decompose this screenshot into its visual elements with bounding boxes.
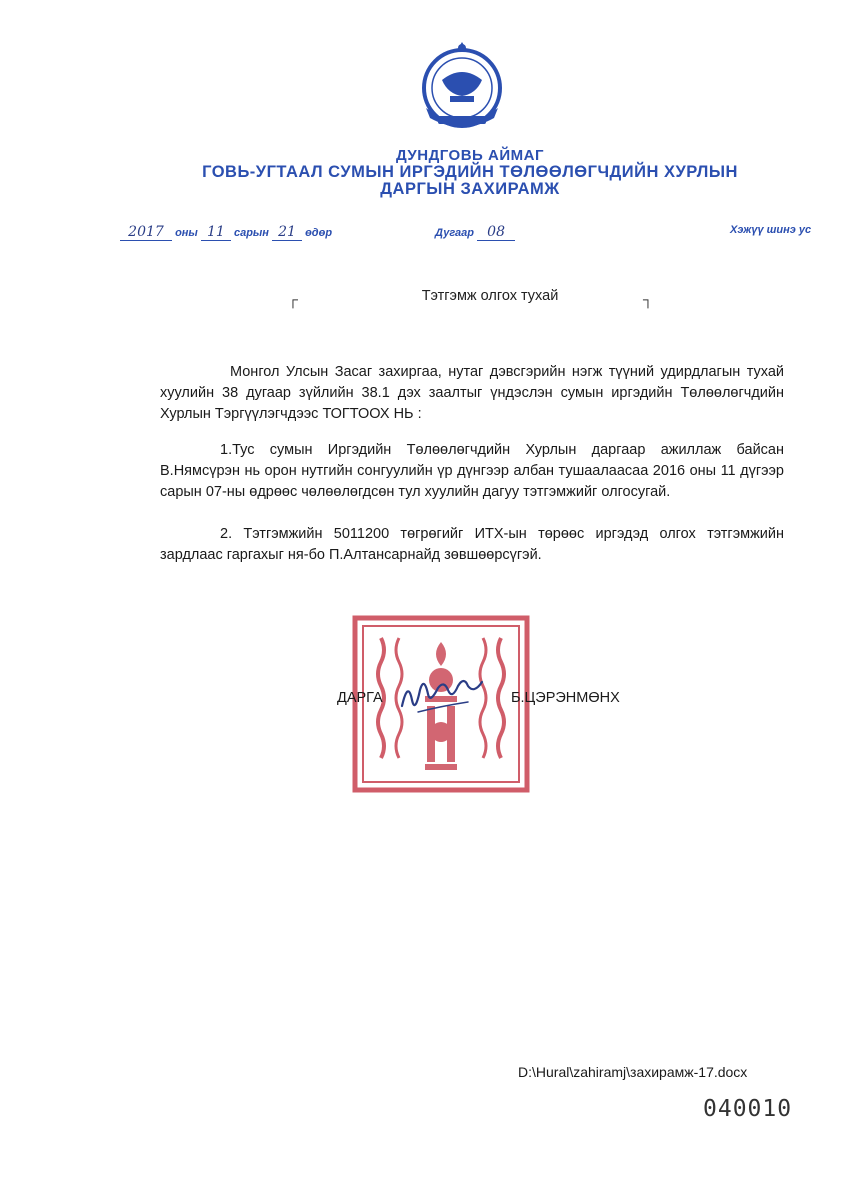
subject-title: Тэтгэмж олгох тухай — [421, 288, 559, 304]
order-number: 08 — [477, 224, 515, 241]
body-paragraph-2: 1.Тус сумын Иргэдийн Төлөөлөгчдийн Хурлын даргаар ажиллаж байсан В.Нямсүрэн нь орон нутгийн сонгуулийн үр дүнгээр албан тушаалаасаа 2016 оны 11 дүгээр сарын 07-ны өдрөөс чөлөөлөгдсөн тул хуулийн дагуу тэтгэмжийг олгосугай. — [160, 442, 784, 500]
date-day: 21 — [272, 224, 302, 241]
body-paragraph-3: 2. Тэтгэмжийн 5011200 төгрөгийг ИТХ-ын төрөөс иргэдэд олгох тэтгэмжийн зардлаас гаргахыг ня-бо П.Алтансарнайд зөвшөөрсүгэй. — [160, 526, 784, 563]
subject-bracket-left: ┌ — [288, 291, 298, 307]
file-path: D:\Hural\zahiramj\захирамж-17.docx — [518, 1064, 748, 1080]
date-year-suffix: оны — [175, 227, 198, 239]
body-paragraph-1: Монгол Улсын Засаг захиргаа, нутаг дэвсгэрийн нэгж түүний удирдлагын тухай хуулийн 38 дугаар зүйлийн 38.1 дэх заалтыг үндэслэн сумын иргэдийн Төлөөлөгчдийн Хурлын Тэргүүлэгчдээс ТОГТООХ НЬ : — [160, 364, 784, 422]
state-emblem-icon — [412, 38, 512, 130]
serial-number: 040010 — [703, 1096, 793, 1122]
date-month-suffix: сарын — [233, 227, 269, 239]
header-order-title: ДАРГЫН ЗАХИРАМЖ — [380, 180, 560, 198]
date-day-suffix: өдөр — [305, 227, 333, 239]
number-line — [435, 224, 515, 241]
place-label: Хэжүү шинэ ус — [730, 224, 812, 236]
date-month: 11 — [201, 224, 231, 241]
date-year: 2017 — [120, 224, 172, 241]
subject-bracket-right: ┐ — [643, 291, 653, 307]
date-line — [120, 224, 332, 241]
header-council: ГОВЬ-УГТААЛ СУМЫН ИРГЭДИЙН ТӨЛӨӨЛӨГЧДИЙН ХУРЛЫН — [202, 163, 738, 181]
signatory-title: ДАРГА — [337, 690, 383, 706]
header-aimag: ДУНДГОВЬ АЙМАГ — [396, 147, 544, 164]
signatory-name: Б.ЦЭРЭНМӨНХ — [511, 690, 620, 706]
handwritten-signature — [398, 676, 488, 716]
number-label: Дугаар — [435, 227, 475, 239]
